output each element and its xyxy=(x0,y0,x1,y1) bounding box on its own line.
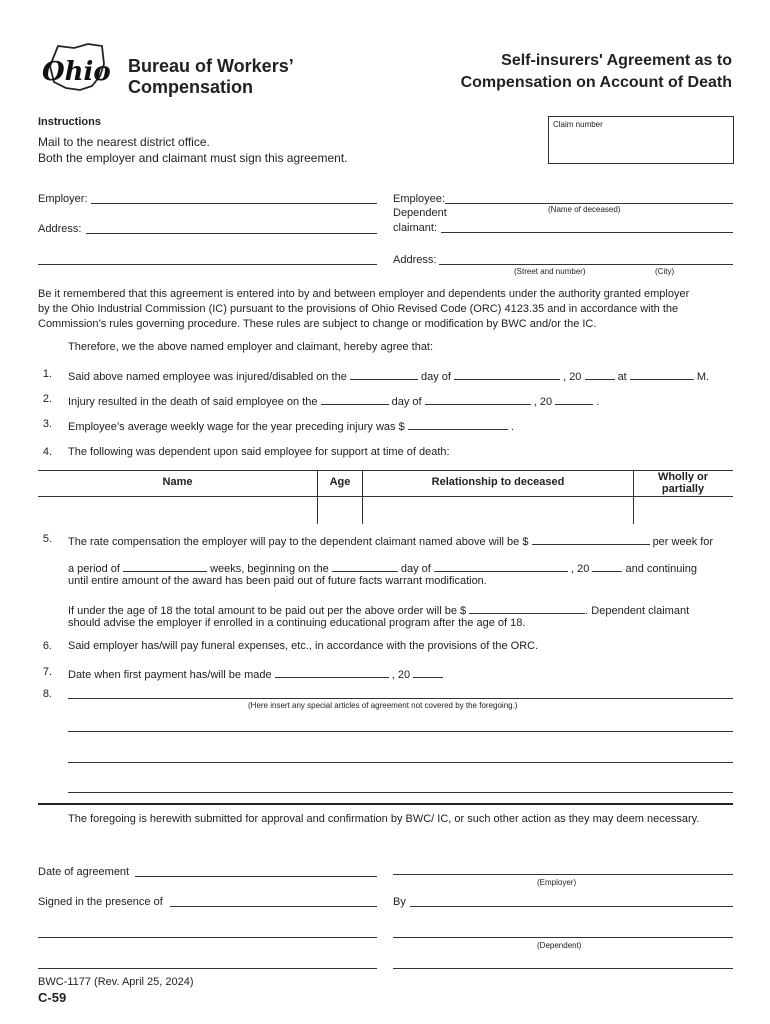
date-of-agreement-input[interactable] xyxy=(135,876,377,877)
dependent-claimant-input[interactable] xyxy=(441,232,733,233)
bureau-name xyxy=(128,56,294,98)
item-5-part-e: day of xyxy=(400,563,431,575)
item-5-part-c: a period of xyxy=(68,563,120,575)
city-caption: (City) xyxy=(655,267,675,276)
by-label: By xyxy=(393,896,406,908)
witness-signature-line-2[interactable] xyxy=(38,937,377,938)
date-of-agreement-label: Date of agreement xyxy=(38,866,130,878)
item-5-line-1 xyxy=(68,533,713,549)
claim-number-label: Claim number xyxy=(553,120,603,129)
item-4-text: The following was dependent upon said employee for support at time of death: xyxy=(68,446,450,458)
item-6-number: 6. xyxy=(42,640,52,652)
item-2-part-d: . xyxy=(596,396,600,408)
item-8-number: 8. xyxy=(42,688,52,700)
item-5-part-b: per week for xyxy=(652,536,714,548)
intro-line-3: Commission’s rules governing procedure. These rules are subject to change or modification by BWC and/or the IC. xyxy=(38,318,597,330)
item-5-line-5: should advise the employer if enrolled in a continuing educational program after the age of 18. xyxy=(68,617,526,629)
item-3-text xyxy=(68,418,514,434)
form-code: C-59 xyxy=(38,990,67,1005)
employer-address-input[interactable] xyxy=(86,233,377,234)
start-year-input[interactable] xyxy=(592,560,622,572)
therefore-text: Therefore, we the above named employer and claimant, hereby agree that: xyxy=(68,341,434,353)
section-divider xyxy=(38,803,733,805)
employer-input[interactable] xyxy=(91,203,377,204)
item-5-number: 5. xyxy=(42,533,52,545)
name-of-deceased-caption: (Name of deceased) xyxy=(548,205,621,214)
intro-line-2: by the Ohio Industrial Commission (IC) pursuant to the provisions of Ohio Revised Code (ORC) 4123.35 and in accordance with the xyxy=(38,303,679,315)
item-5-line-2 xyxy=(68,560,697,576)
item-2-part-a: Injury resulted in the death of said employee on the xyxy=(68,396,318,408)
item-7-number: 7. xyxy=(42,666,52,678)
ohio-logo xyxy=(36,42,118,94)
item-5-part-i: If under the age of 18 the total amount to be paid out per the above order will be $ xyxy=(68,605,467,617)
first-payment-year-input[interactable] xyxy=(413,666,443,678)
start-day-input[interactable] xyxy=(332,560,398,572)
witness-signature-line-1[interactable] xyxy=(170,906,377,907)
death-year-input[interactable] xyxy=(555,393,593,405)
item-7-part-b: , 20 xyxy=(391,669,411,681)
injury-day-input[interactable] xyxy=(350,368,418,380)
item-3-number: 3. xyxy=(42,418,52,430)
item-5-part-d: weeks, beginning on the xyxy=(210,563,329,575)
item-1-part-a: Said above named employee was injured/disabled on the xyxy=(68,371,347,383)
dependent-address-input[interactable] xyxy=(439,264,733,265)
average-weekly-wage-input[interactable] xyxy=(408,418,508,430)
intro-line-1: Be it remembered that this agreement is entered into by and between employer and dependents under the authority granted employer xyxy=(38,288,690,300)
table-header-name: Name xyxy=(162,476,193,488)
employee-label: Employee: xyxy=(393,193,445,205)
special-articles-caption: (Here insert any special articles of agreement not covered by the foregoing.) xyxy=(248,701,518,710)
table-row[interactable] xyxy=(38,497,733,524)
death-month-input[interactable] xyxy=(425,393,531,405)
form-title-line-1: Self-insurers' Agreement as to xyxy=(501,52,732,69)
witness-signature-line-3[interactable] xyxy=(38,968,377,969)
item-5-part-a: The rate compensation the employer will pay to the dependent claimant named above will be $ xyxy=(68,536,529,548)
item-5-part-j: . Dependent claimant xyxy=(585,605,690,617)
item-6-text: Said employer has/will pay funeral expenses, etc., in accordance with the provisions of the ORC. xyxy=(68,640,539,652)
street-caption: (Street and number) xyxy=(514,267,586,276)
item-5-line-4 xyxy=(68,602,689,618)
dependents-table xyxy=(38,470,733,524)
submitted-text: The foregoing is herewith submitted for approval and confirmation by BWC/ IC, or such other action as they may deem necessary. xyxy=(68,813,700,825)
item-5-part-f: , 20 xyxy=(570,563,590,575)
claim-number-field[interactable] xyxy=(548,116,734,164)
item-5-line-3: until entire amount of the award has been paid out of future facts warrant modification. xyxy=(68,575,487,587)
start-month-input[interactable] xyxy=(434,560,568,572)
employer-signature-line[interactable] xyxy=(393,874,733,875)
weekly-rate-input[interactable] xyxy=(532,533,650,545)
item-3-part-a: Employee’s average weekly wage for the year preceding injury was $ xyxy=(68,421,405,433)
signature-line-4[interactable] xyxy=(393,968,733,969)
dependent-label-2: claimant: xyxy=(393,222,438,234)
form-title-line-2: Compensation on Account of Death xyxy=(460,74,732,91)
instructions-heading: Instructions xyxy=(38,116,101,128)
table-top-rule xyxy=(38,470,733,471)
item-1-text xyxy=(68,368,709,384)
table-header-wholly-partially: Wholly or partially xyxy=(657,471,709,495)
total-amount-input[interactable] xyxy=(469,602,585,614)
dependent-label-1: Dependent xyxy=(393,207,447,219)
table-header-relationship: Relationship to deceased xyxy=(431,476,565,488)
special-articles-line-2[interactable] xyxy=(68,731,733,732)
dependent-address-label: Address: xyxy=(393,254,437,266)
first-payment-date-input[interactable] xyxy=(275,666,389,678)
dependent-signature-line[interactable] xyxy=(393,937,733,938)
death-day-input[interactable] xyxy=(321,393,389,405)
item-1-part-b: day of xyxy=(420,371,451,383)
item-1-part-d: at xyxy=(617,371,627,383)
instructions-line-1: Mail to the nearest district office. xyxy=(38,135,210,149)
employee-input[interactable] xyxy=(445,203,733,204)
bureau-line-1: Bureau of Workers’ xyxy=(128,56,294,76)
employer-address-label: Address: xyxy=(38,223,82,235)
item-7-text xyxy=(68,666,443,682)
item-2-part-c: , 20 xyxy=(533,396,553,408)
item-7-part-a: Date when first payment has/will be made xyxy=(68,669,272,681)
item-1-number: 1. xyxy=(42,368,52,380)
item-3-part-b: . xyxy=(510,421,514,433)
signed-in-presence-label: Signed in the presence of xyxy=(38,896,163,908)
employer-address-line-2[interactable] xyxy=(38,264,377,265)
special-articles-line-1[interactable] xyxy=(68,698,733,699)
table-header-age: Age xyxy=(329,476,351,488)
injury-time-input[interactable] xyxy=(630,368,694,380)
item-1-part-c: , 20 xyxy=(563,371,582,383)
employer-label: Employer: xyxy=(38,193,88,205)
injury-month-input[interactable] xyxy=(454,368,560,380)
period-weeks-input[interactable] xyxy=(123,560,207,572)
form-id: BWC-1177 (Rev. April 25, 2024) xyxy=(38,976,194,988)
item-2-number: 2. xyxy=(42,393,52,405)
special-articles-line-4[interactable] xyxy=(68,792,733,793)
injury-year-input[interactable] xyxy=(585,368,615,380)
by-signature-line[interactable] xyxy=(410,906,733,907)
form-title xyxy=(461,50,732,94)
item-2-part-b: day of xyxy=(391,396,422,408)
item-4-number: 4. xyxy=(42,446,52,458)
employer-caption: (Employer) xyxy=(537,878,577,887)
special-articles-line-3[interactable] xyxy=(68,762,733,763)
item-2-text xyxy=(68,393,599,409)
item-1-part-e: M. xyxy=(696,371,710,383)
ohio-state-outline-icon xyxy=(36,42,118,94)
logo-text: Ohio xyxy=(42,57,111,87)
item-5-part-g: and continuing xyxy=(625,563,698,575)
dependent-caption: (Dependent) xyxy=(537,941,582,950)
instructions-line-2: Both the employer and claimant must sign this agreement. xyxy=(38,151,348,165)
bureau-line-2: Compensation xyxy=(128,77,254,97)
